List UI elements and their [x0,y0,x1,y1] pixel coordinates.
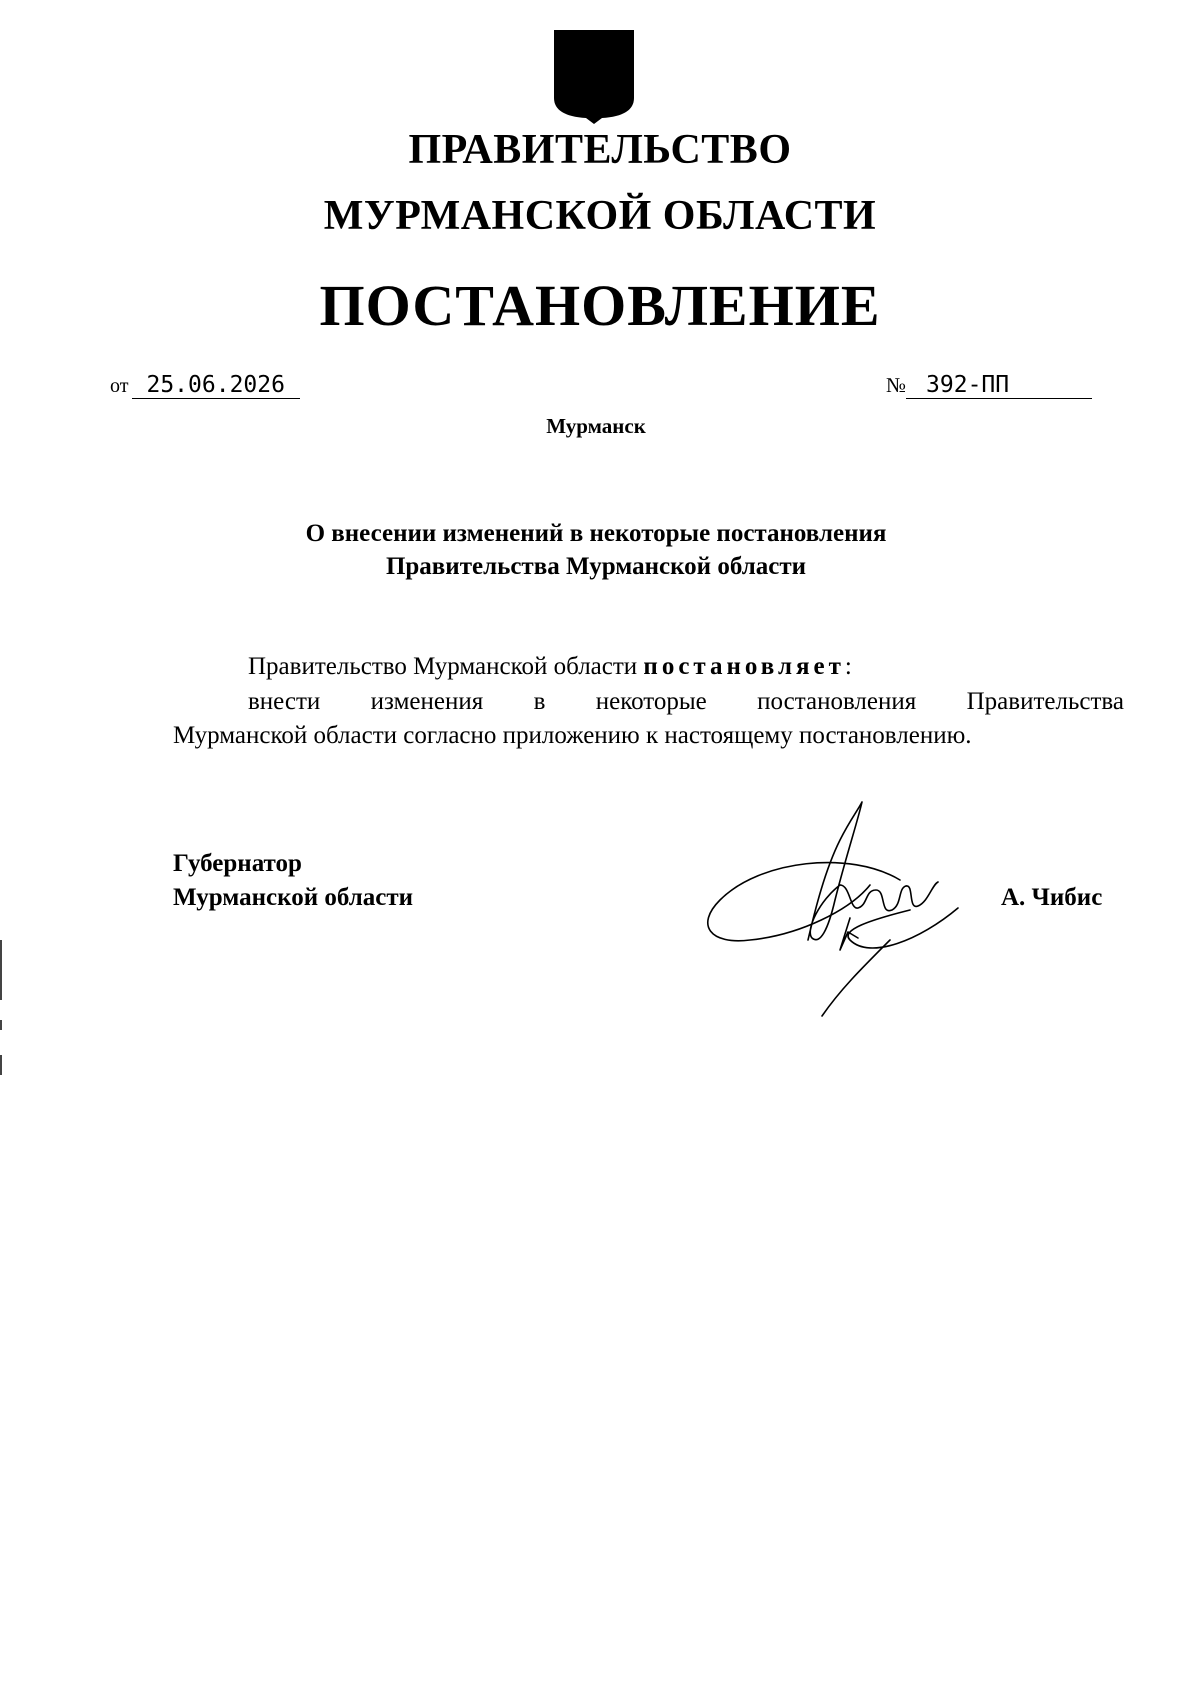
scan-edge-mark [0,1055,2,1075]
city-name: Мурманск [546,414,646,438]
body-word: Правительства [966,688,1124,715]
resolution-body-line-2: Мурманской области согласно приложению к настоящему постановлению. [173,722,972,749]
resolution-intro [248,653,852,681]
subject-line-2: Правительства Мурманской области [385,553,807,580]
resolution-body-line-1 [248,688,1124,716]
number-row [886,372,1092,399]
org-name-line-2: МУРМАНСКОЙ ОБЛАСТИ [323,193,877,239]
resolution-colon: : [844,653,852,680]
scan-edge-mark [0,1020,2,1030]
body-word: изменения [370,688,484,715]
body-word: внести [248,688,321,715]
handwritten-signature-icon [700,790,980,1020]
date-row [110,372,300,399]
subject-line-1: О внесении изменений в некоторые постановления [305,520,887,547]
coat-of-arms-emblem-icon [552,28,636,124]
org-name-line-1: ПРАВИТЕЛЬСТВО [408,127,792,173]
body-word: некоторые [595,688,707,715]
body-word: постановления [757,688,917,715]
document-type-title: ПОСТАНОВЛЕНИЕ [319,273,881,338]
signatory-name: А. Чибис [1001,884,1103,911]
resolution-intro-text: Правительство Мурманской области [248,653,638,680]
document-date: 25.06.2026 [132,372,300,399]
number-prefix: № [886,373,907,397]
signatory-title-line-1: Губернатор [173,850,302,877]
date-prefix: от [110,375,129,397]
signatory-title-line-2: Мурманской области [173,884,414,911]
scan-edge-mark [0,940,2,1000]
document-number: 392-ПП [906,372,1092,399]
resolution-verb: постановляет [643,653,845,680]
body-word: в [533,688,546,715]
